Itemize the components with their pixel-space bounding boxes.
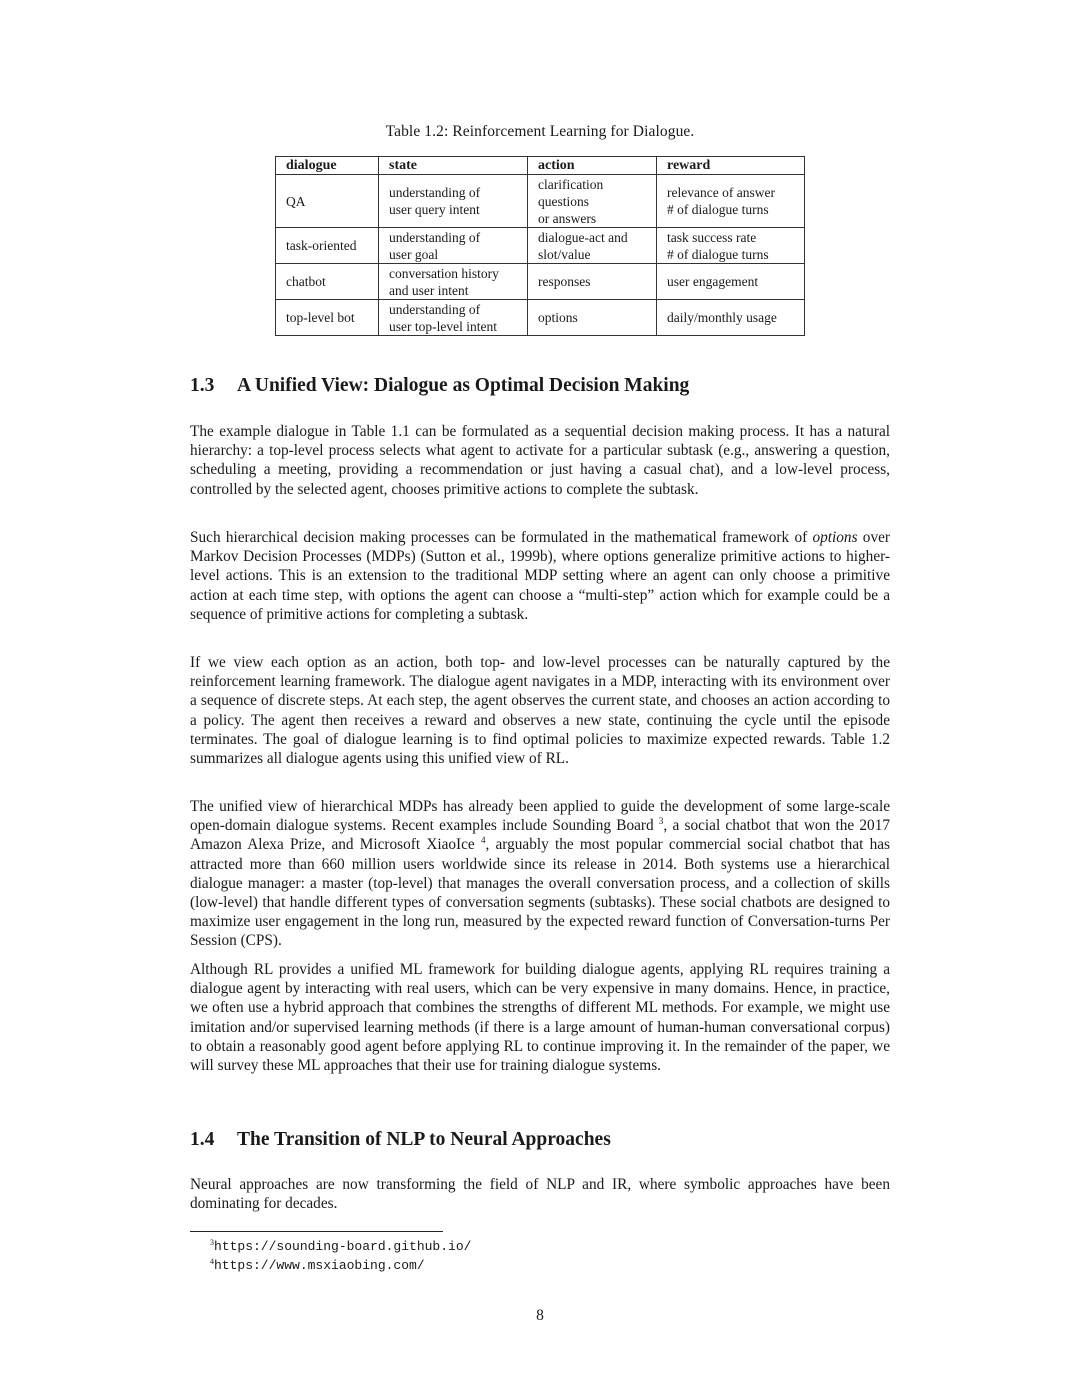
- cell-action: [528, 264, 657, 300]
- cell-line: relevance of answer: [667, 185, 775, 200]
- table-row: [276, 300, 805, 336]
- paragraph-rl-framework: If we view each option as an action, both top- and low-level processes can be naturally captured by the reinforcement learning framework. The dialogue agent navigates in a MDP, interacting with its environment over a sequence of discrete steps. At each step, the agent observes the current state, and chooses an action according to a policy. The agent then receives a reward and observes a new state, continuing the cycle until the episode terminates. The goal of dialogue learning is to find optimal policies to maximize expected rewards. Table 1.2 summarizes all dialogue agents using this unified view of RL.: [190, 654, 890, 768]
- table-row: [276, 264, 805, 300]
- cell-action: [528, 175, 657, 228]
- text-run: Such hierarchical decision making processes can be formulated in the mathematical framework of: [190, 529, 813, 546]
- page-number: 8: [536, 1307, 544, 1324]
- header-dialogue: dialogue: [276, 157, 379, 175]
- paragraph-hierarchical-mdps: [190, 797, 890, 951]
- cell-reward: [657, 228, 805, 264]
- header-reward: reward: [657, 157, 805, 175]
- cell-line: user goal: [389, 246, 439, 262]
- paragraph-hybrid-approach: Although RL provides a unified ML framework for building dialogue agents, applying RL requires training a dialogue agent by interacting with real users, which can be very expensive in many domains. Hence, in practice, we often use a hybrid approach that combines the strengths of different ML methods. For example, we might use imitation and/or supervised learning methods (if there is a large amount of human-human conversational corpus) to obtain a reasonably good agent before applying RL to continue improving it. In the remainder of the paper, we will survey these ML approaches that their use for training dialogue systems.: [190, 961, 890, 1075]
- cell-dialogue: QA: [276, 175, 379, 228]
- paragraph-neural-approaches: Neural approaches are now transforming the field of NLP and IR, where symbolic approaches have been dominating for decades.: [190, 1176, 890, 1213]
- section-number: 1.3: [190, 375, 215, 396]
- footnote-url-link[interactable]: https://www.msxiaobing.com/: [214, 1258, 425, 1273]
- cell-line: responses: [538, 274, 591, 289]
- paragraph-options-mdp: [190, 528, 890, 624]
- section-heading-1-4: [190, 1129, 611, 1151]
- text-run: The unified view of hierarchical MDPs has already been applied to guide the development of some large-scale open-domain dialogue systems. Recent examples include Sounding Board: [190, 798, 890, 835]
- cell-reward: [657, 264, 805, 300]
- footnote-divider: [190, 1231, 443, 1232]
- cell-line: user top-level intent: [389, 318, 497, 334]
- text-run: , a social chatbot that won the 2017 Amazon Alexa Prize, and Microsoft XiaoIce: [190, 817, 890, 854]
- table-header-row: [276, 157, 805, 175]
- footnote-4: [210, 1258, 425, 1273]
- cell-line: understanding of: [389, 301, 481, 317]
- footnote-ref-3[interactable]: 3: [658, 816, 664, 827]
- cell-line: understanding of: [389, 229, 481, 245]
- footnote-mark: 3: [210, 1238, 214, 1247]
- table-row: [276, 228, 805, 264]
- cell-line: understanding of: [389, 185, 481, 200]
- footnote-ref-4[interactable]: 4: [480, 835, 486, 846]
- cell-action: [528, 300, 657, 336]
- cell-line: # of dialogue turns: [667, 246, 769, 262]
- header-state: state: [379, 157, 528, 175]
- cell-state: [379, 175, 528, 228]
- section-title: The Transition of NLP to Neural Approaches: [237, 1129, 611, 1150]
- cell-state: [379, 300, 528, 336]
- cell-line: questions: [538, 193, 590, 209]
- footnote-3: [210, 1239, 471, 1254]
- cell-dialogue: top-level bot: [276, 300, 379, 336]
- footnote-url-link[interactable]: https://sounding-board.github.io/: [214, 1239, 472, 1254]
- emphasis-options: options: [812, 529, 858, 546]
- cell-line: dialogue-act and: [538, 229, 628, 245]
- cell-reward: [657, 300, 805, 336]
- text-run: , arguably the most popular commercial social chatbot that has attracted more than 660 million users worldwide since its release in 2014. Both systems use a hierarchical dialogue manager: a master (top-level) that manages the overall conversation process, and a collection of skills (low-level) that handle different types of conversation segments (subtasks). These social chatbots are designed to maximize user engagement in the long run, measured by the expected reward function of Conversation-turns Per Session (CPS).: [190, 836, 890, 950]
- cell-line: task success rate: [667, 229, 757, 245]
- cell-line: and user intent: [389, 282, 469, 298]
- cell-action: [528, 228, 657, 264]
- cell-line: or answers: [538, 210, 597, 226]
- cell-line: # of dialogue turns: [667, 202, 769, 217]
- cell-line: daily/monthly usage: [667, 310, 777, 325]
- cell-reward: [657, 175, 805, 228]
- section-title: A Unified View: Dialogue as Optimal Decision Making: [237, 375, 690, 396]
- cell-line: user engagement: [667, 274, 759, 289]
- footnote-mark: 4: [210, 1257, 214, 1266]
- table-row: [276, 175, 805, 228]
- cell-state: [379, 264, 528, 300]
- cell-dialogue: task-oriented: [276, 228, 379, 264]
- cell-line: slot/value: [538, 246, 591, 262]
- cell-line: conversation history: [389, 265, 499, 281]
- cell-line: options: [538, 310, 578, 325]
- cell-line: user query intent: [389, 202, 480, 217]
- section-number: 1.4: [190, 1129, 215, 1150]
- section-heading-1-3: [190, 375, 689, 397]
- table-caption: Table 1.2: Reinforcement Learning for Dialogue.: [385, 123, 695, 140]
- text-run: over Markov Decision Processes (MDPs) (Sutton et al., 1999b), where options generalize primitive actions to higher-level actions. This is an extension to the traditional MDP setting where an agent can only choose a primitive action at each time step, with options the agent can choose a “multi-step” action which for example could be a sequence of primitive actions for completing a subtask.: [190, 529, 890, 623]
- header-action: action: [528, 157, 657, 175]
- cell-dialogue: chatbot: [276, 264, 379, 300]
- cell-state: [379, 228, 528, 264]
- rl-dialogue-table: [275, 156, 805, 336]
- paragraph-dialogue-hierarchy: The example dialogue in Table 1.1 can be formulated as a sequential decision making process. It has a natural hierarchy: a top-level process selects what agent to activate for a particular subtask (e.g., answering a question, scheduling a meeting, providing a recommendation or just having a casual chat), and a low-level process, controlled by the selected agent, chooses primitive actions to complete the subtask.: [190, 423, 890, 498]
- cell-line: clarification: [538, 176, 604, 192]
